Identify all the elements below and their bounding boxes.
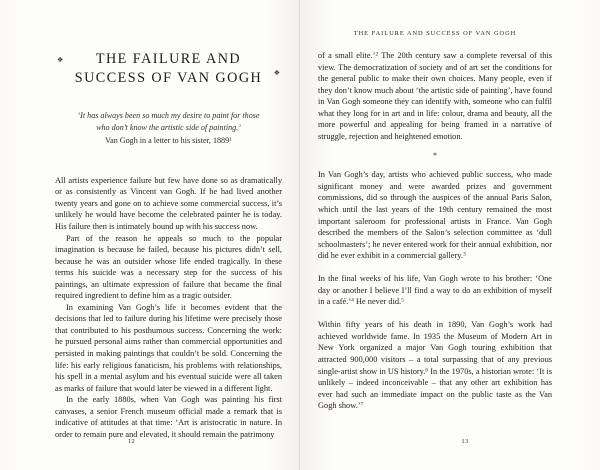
- paragraph-text: of a small elite.’: [318, 51, 376, 60]
- epigraph-attribution-text: Van Gogh in a letter to his sister, 1889: [105, 136, 230, 146]
- paragraph: [318, 319, 552, 411]
- epigraph-quote: ‘It has always been so much my desire to paint for those who don’t know the artistic side of painting.’: [77, 111, 260, 132]
- paragraph: In examining Van Gogh’s life it becomes evident that the decisions that led to failure during his lifetime were precisely those that contributed to his posthumous success. Concerning the work: he pursued personal aims rather than commercial opportunities and persisted in making paintings that couldn’t be sold. Concerning the life: his early religious fanaticism, his problems with relationships, his spell in a mental asylum and his eventual suicide were all taken as marks of failure that would later be viewed in a different light.: [55, 302, 282, 393]
- paragraph-text: In the 1970s, a historian wrote: ‘It is unlikely – indeed inconceivable – that any other art exhibition has ever had such an immediate impact on the public taste as the Van Gogh show.’: [318, 366, 552, 411]
- right-page: [300, 0, 600, 470]
- epigraph-attribution: [55, 135, 282, 147]
- footnote-marker: 2: [375, 51, 379, 58]
- paragraph: In the early 1880s, when Van Gogh was painting his first canvases, a senior French museum official made a remark that is indicative of attitudes at that time: ‘Art is aristocratic in nature. In order to remain pure and elevated, it should remain the patrimony: [55, 395, 282, 439]
- paragraph-text: Within fifty years of his death in 1890, Van Gogh’s work had achieved worldwide fame. In 1935 the Museum of Modern Art in New York organized a major Van Gogh touring exhibition that attracted 900,000 visitors – a total surpassing that of any previous single-artist show in US history.: [318, 320, 552, 376]
- page-number: 12: [127, 438, 136, 445]
- footnote-marker: 1: [229, 136, 232, 143]
- chapter-opening: [55, 0, 282, 147]
- paragraph: All artists experience failure but few have done so as dramatically or as consistently as Vincent van Gogh. If he had lived another twenty years and gone on to achieve some commercial success, it’s unlikely he would have become the celebrated painter he is today. His failure then is intimately bound up with his success now.: [55, 175, 282, 231]
- page-number: 13: [461, 438, 469, 445]
- diamond-ornament-icon: ❖: [273, 69, 280, 77]
- paragraph-text: In the final weeks of his life, Van Gogh wrote to his brother: ‘One day or another I believe I’ll find a way to do an exhibition of myself in a café.’: [318, 274, 552, 307]
- left-body-text: [55, 175, 282, 441]
- footnote-marker: 6: [425, 367, 429, 374]
- chapter-title: [69, 50, 268, 88]
- paragraph-text: He never did.: [353, 297, 402, 307]
- chapter-title-block: [55, 50, 282, 88]
- footnote-marker: 5: [401, 298, 404, 305]
- chapter-title-line-2: SUCCESS OF VAN GOGH: [74, 70, 263, 86]
- footnote-marker: 7: [360, 401, 364, 408]
- footnote-marker: 4: [351, 298, 354, 305]
- paragraph: [318, 273, 552, 308]
- paragraph-text: The 20th century saw a complete reversal of this view. The democratization of society and of art set the conditions for the general public to make their own choices. Many people, even if they don’t know much about ‘the artistic side of painting’, have found in Van Gogh someone they can identify with, someone who can fulfil what they long for in art and in life: colour, drama and beauty, all the more powerful and appealing for being framed in a narrative of struggle, rejection and heightened emotion.: [318, 51, 552, 141]
- paragraph: [318, 50, 552, 142]
- section-separator: *: [433, 151, 437, 161]
- paragraph-text: In Van Gogh’s day, artists who achieved public success, who made significant money and were awarded prizes and government commissions, did so through the auspices of the annual Paris Salon, which until the last years of the 19th century remained the most important saleroom for professional artists in France. Van Gogh described the members of the Salon’s selection committee as ‘dull schoolmasters’; he never entered work for their annual exhibition, nor did he ever exhibit in a commercial gallery.: [318, 170, 552, 261]
- paragraph: [318, 169, 552, 261]
- footnote-marker: 3: [462, 251, 466, 258]
- paragraph: Part of the reason he appeals so much to the popular imagination is because he failed, because his pictures didn’t sell, because he was an outsider whose life ended tragically. In these terms his suicide was a necessary step for the success of his paintings, an ultimate expression of failure that became the final required ingredient to define him as a tragic outsider.: [55, 233, 282, 301]
- right-body-text: [318, 50, 552, 412]
- chapter-title-line-1: THE FAILURE AND: [95, 51, 242, 67]
- running-head: THE FAILURE AND SUCCESS OF VAN GOGH: [353, 30, 517, 37]
- diamond-ornament-icon: ❖: [57, 56, 64, 64]
